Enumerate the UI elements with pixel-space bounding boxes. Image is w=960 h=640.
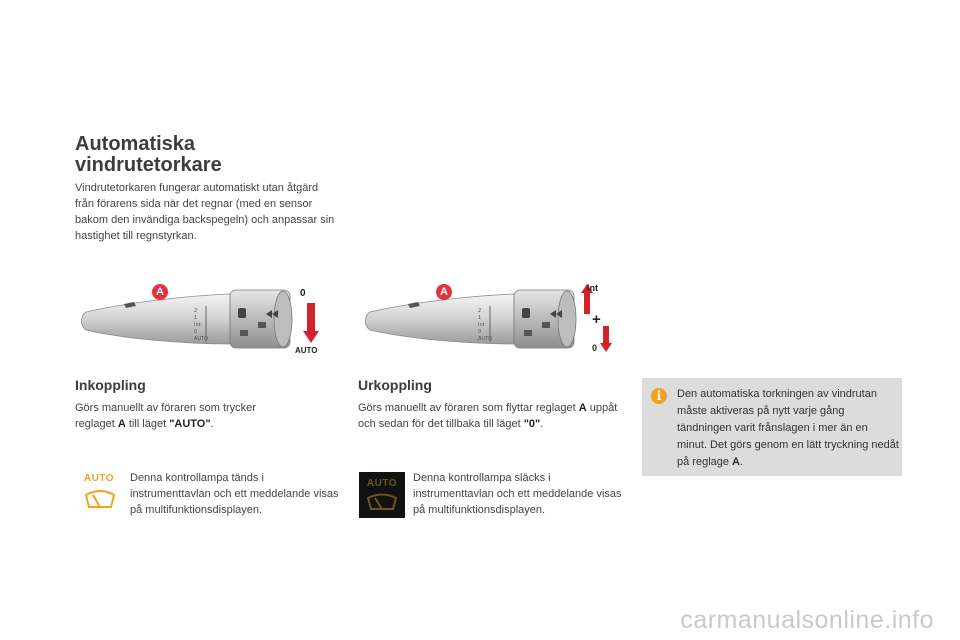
- svg-text:AUTO: AUTO: [194, 336, 209, 342]
- stalk-marker-a-right: A: [436, 284, 452, 300]
- deactivation-text-end: .: [540, 418, 544, 430]
- deactivation-text-mid: uppåt och sedan för det tillbaka till läget: [358, 402, 618, 430]
- position-label-0-left: 0: [300, 288, 306, 299]
- position-label-int: Int: [587, 283, 598, 293]
- svg-text:2: 2: [478, 308, 482, 314]
- intro-paragraph: Vindrutetorkaren fungerar automatiskt utan åtgärd från förarens sida när det regnar (med en sensor bakom den invändiga backspegeln) och anpassar sin hastighet till regnstyrkan.: [75, 182, 335, 242]
- svg-text:Int: Int: [478, 322, 485, 328]
- info-text: [677, 386, 899, 471]
- section-heading-deactivation: Urkoppling: [358, 377, 432, 393]
- deactivation-value: "0": [523, 418, 541, 430]
- svg-text:1: 1: [194, 315, 198, 321]
- deactivation-text: Görs manuellt av föraren som flyttar reglaget: [358, 402, 579, 414]
- page-title: [75, 134, 335, 176]
- info-text-end: .: [740, 456, 744, 468]
- activation-text-mid: till läget: [125, 418, 170, 430]
- position-label-auto-left: AUTO: [295, 346, 318, 355]
- arrow-down-icon: [302, 303, 320, 343]
- info-icon: i: [651, 388, 667, 404]
- lamp-off-label: AUTO: [366, 478, 398, 489]
- stalk-marker-a-left: A: [152, 284, 168, 300]
- position-label-0-right: 0: [592, 343, 598, 353]
- watermark: carmanualsonline.info: [680, 606, 934, 634]
- lamp-on-label: AUTO: [83, 473, 115, 484]
- title-line-1: Automatiska: [75, 133, 196, 155]
- svg-text:0: 0: [478, 329, 482, 335]
- wiper-stalk-figure-activation: [80, 278, 330, 360]
- auto-wiper-lamp-on-icon: [80, 473, 120, 513]
- activation-text-end: .: [210, 418, 214, 430]
- info-ref: A: [732, 456, 740, 468]
- svg-text:1: 1: [478, 315, 482, 321]
- deactivation-ref: A: [578, 402, 587, 414]
- lamp-off-text: Denna kontrollampa släcks i instrumenttavlan och ett meddelande visas på multifunktionsdisplayen.: [413, 472, 622, 516]
- svg-text:Int: Int: [194, 322, 201, 328]
- arrow-down-icon: [600, 326, 612, 352]
- activation-text: Görs manuellt av föraren som trycker reglaget: [75, 402, 256, 430]
- svg-text:2: 2: [194, 308, 198, 314]
- activation-paragraph: [75, 400, 295, 432]
- lamp-on-text: Denna kontrollampa tänds i instrumenttavlan och ett meddelande visas på multifunktionsdisplayen.: [130, 472, 339, 516]
- activation-value: "AUTO": [169, 418, 211, 430]
- title-line-2: vindrutetorkare: [75, 154, 222, 176]
- deactivation-paragraph: [358, 400, 620, 432]
- svg-text:0: 0: [194, 329, 198, 335]
- auto-wiper-lamp-off-icon: [359, 472, 405, 518]
- svg-text:AUTO: AUTO: [478, 336, 493, 342]
- section-heading-activation: Inkoppling: [75, 377, 146, 393]
- plus-symbol: +: [592, 311, 601, 328]
- wiper-stalk-figure-deactivation: [364, 278, 614, 360]
- info-text-body: Den automatiska torkningen av vindrutan måste aktiveras på nytt varje gång tändningen varit frånslagen i mer än en minut. Det görs genom en lätt tryckning nedåt på reglage: [677, 388, 899, 468]
- activation-ref: A: [117, 418, 126, 430]
